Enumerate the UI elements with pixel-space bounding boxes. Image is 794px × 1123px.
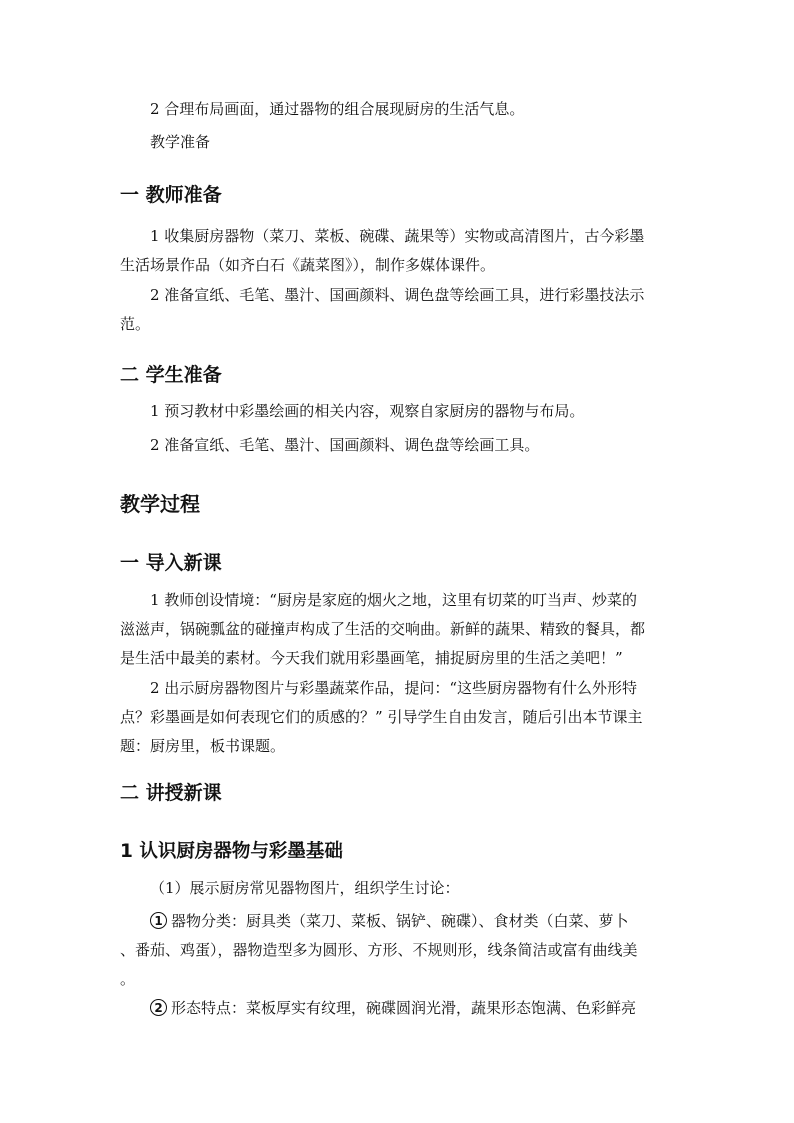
subsection-1-intro: （1）展示厨房常见器物图片，组织学生讨论： [150,879,460,897]
heading-teach-new: 二 讲授新课 [120,782,222,804]
text-line: 范。 [120,315,151,333]
intro-item-1 [120,586,676,673]
text-line: 、番茄、鸡蛋），器物造型多为圆形、方形、不规则形，线条简洁或富有曲线美 [120,941,638,959]
text-line: 。 [120,970,136,988]
text-span: 形态特点：菜板厚实有纹理，碗碟圆润光滑，蔬果形态饱满、色彩鲜亮 [171,999,637,1017]
text-line: 题：厨房里，板书课题。 [120,737,286,755]
intro-item-2 [120,674,676,761]
text-line: 点？彩墨画是如何表现它们的质感的？” 引导学生自由发言，随后引出本节课主 [120,708,643,726]
heading-student-prep: 二 学生准备 [120,364,222,386]
text-line: 是生活中最美的素材。今天我们就用彩墨画笔，捕捉厨房里的生活之美吧！” [120,649,623,667]
text-line [120,994,676,1023]
student-item-2: 2 准备宣纸、毛笔、墨汁、国画颜料、调色盘等绘画工具。 [150,436,540,454]
circled-number-marker: 1 [150,912,167,929]
bullet-item-1 [120,907,676,994]
text-span: 器物分类：厨具类（菜刀、菜板、锅铲、碗碟）、食材类（白菜、萝卜 [171,912,629,930]
text-line: 2 准备宣纸、毛笔、墨汁、国画颜料、调色盘等绘画工具，进行彩墨技法示 [150,286,645,304]
heading-teacher-prep: 一 教师准备 [120,184,222,206]
text-line: 滋滋声，锅碗瓢盆的碰撞声构成了生活的交响曲。新鲜的蔬果、精致的餐具，都 [120,620,646,638]
circled-number-marker: 2 [150,999,167,1016]
text-line [120,907,676,936]
teacher-item-2 [120,281,676,339]
text-line: 1 收集厨房器物（菜刀、菜板、碗碟、蔬果等）实物或高清图片，古今彩墨 [150,227,645,245]
prep-title: 教学准备 [150,133,211,151]
heading-subsection-1: 1 认识厨房器物与彩墨基础 [120,841,343,862]
bullet-item-2 [120,994,676,1023]
text-line: 生活场景作品（如齐白石《蔬菜图》），制作多媒体课件。 [120,256,496,274]
heading-teaching-process: 教学过程 [120,492,200,516]
goal-item-2: 2 合理布局画面，通过器物的组合展现厨房的生活气息。 [150,100,525,118]
heading-intro: 一 导入新课 [120,552,222,574]
teacher-item-1 [120,222,676,280]
student-item-1: 1 预习教材中彩墨绘画的相关内容，观察自家厨房的器物与布局。 [150,402,585,420]
text-line: 2 出示厨房器物图片与彩墨蔬菜作品，提问：“这些厨房器物有什么外形特 [150,679,637,697]
text-line: 1 教师创设情境：“厨房是家庭的烟火之地，这里有切菜的叮当声、炒菜的 [150,591,637,609]
